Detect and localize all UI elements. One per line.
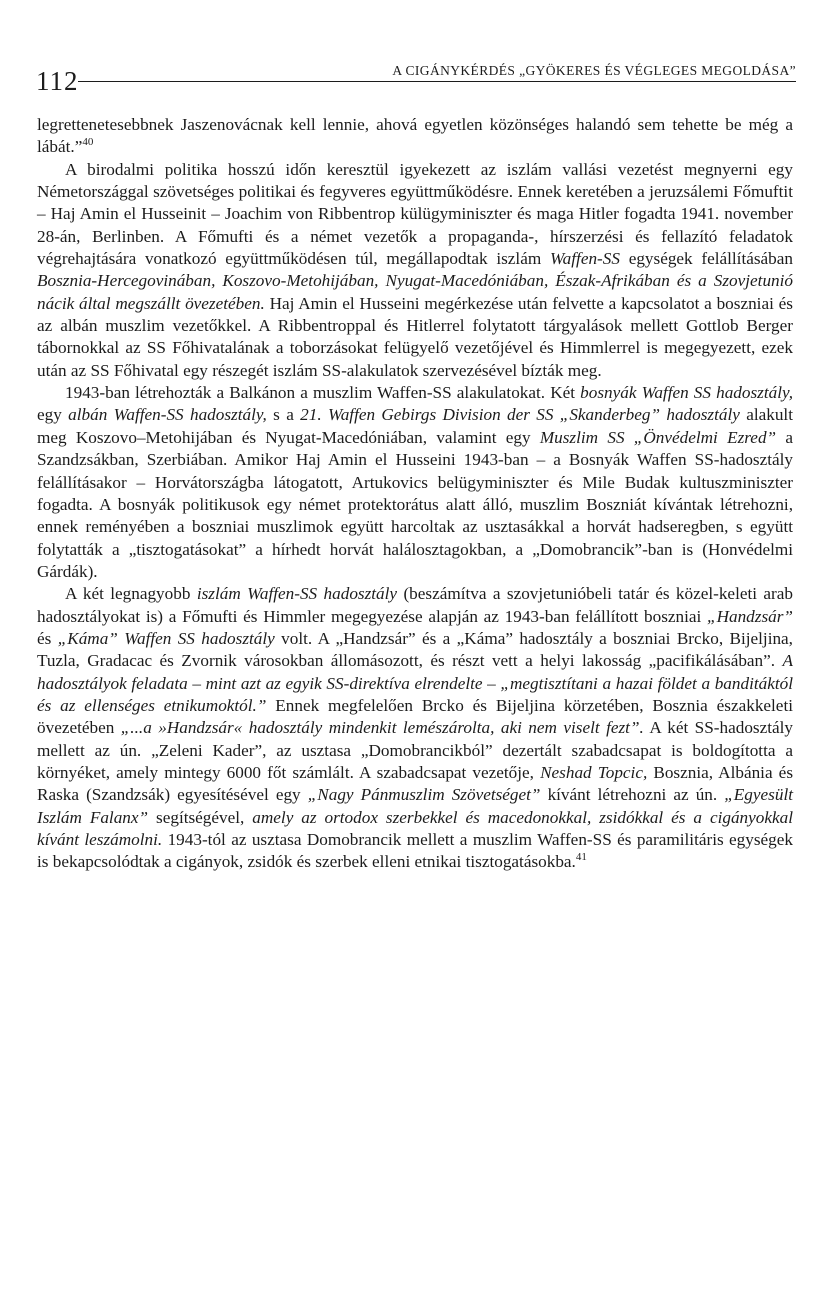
paragraph (37, 114, 793, 159)
text-run: legrettenetesebbnek Jaszenovácnak kell lennie, ahová egyetlen közönséges halandó sem tehette be még a lábát.” (37, 115, 793, 157)
italic-text: „Káma” Waffen SS hadosztály (57, 628, 275, 648)
italic-text: iszlám Waffen-SS hadosztály (196, 584, 398, 604)
italic-text: „Handzsár” (707, 606, 793, 626)
italic-text: bosnyák Waffen SS hadosztály, (580, 383, 793, 403)
text-run: a Szandzsákban, Szerbiában. Amikor Haj Amin el Husseini 1943-ban – a Bosnyák Waffen SS-hadosztály felállításakor – Horvátországba látogatott, Artukovics belügyminiszter és Mile Budak kultuszminiszter fogadta. A bosnyák politikusok egy német protektorátus alatt álló, muszlim Boszniát kívántak létrehozni, ennek reményében a boszniai muszlimok együtt harcoltak az usztasákkal a horvát hadseregben, s együtt folytatták a „tisztogatásokat” a hírhedt horvát halálosztagokban, a „Domobrancik”-ban is (Honvédelmi Gárdák). (37, 427, 793, 581)
text-run: (beszámítva a szovjetunióbeli tatár és közel-keleti arab hadosztályokat is) a Főmufti és Himmler megegyezése alapján az 1943-ban felállított boszniai (37, 584, 793, 626)
text-run: A két legnagyobb (65, 584, 197, 604)
paragraph (37, 159, 793, 382)
italic-text: albán Waffen-SS hadosztály, (68, 405, 267, 425)
footnote-ref: 41 (575, 851, 587, 864)
italic-text: „Nagy Pánmuszlim Szövetséget” (307, 785, 541, 805)
text-run: segítségével, (148, 807, 253, 827)
text-run: s a (266, 405, 301, 425)
text-run: 1943-tól az usztasa Domobrancik mellett a muszlim Waffen-SS és paramilitáris egységek is bekapcsolódtak a cigányok, zsidók és szerbek elleni etnikai tisztogatásokba. (37, 830, 793, 872)
italic-text: Bosznia-Hercegovinában, Koszovo-Metohijában, Nyugat-Macedóniában, Észak-Afrikában és a Szovjetunió nácik által megszállt övezetében. (37, 271, 793, 313)
text-run: Bosznia, Albánia és Raska (Szandzsák) egyesítésével egy (37, 762, 794, 805)
paragraph (37, 382, 793, 583)
text-run: A birodalmi politika hosszú időn keresztül igyekezett az iszlám vallási vezetést megnyerni egy Németországgal szövetséges politikai és fegyveres együttműködésre. Ennek keretében a jeruzsálemi Főmuftit – Haj Amin el Husseinit – Joachim von Ribbentrop külügyminiszter és maga Hitler fogadta 1941. november 28-án, Berlinben. A Főmufti és a német vezetők a propaganda-, hírszerzési és fellazító feladatok végrehajtására vonatkozó együttműködésen túl, megállapodtak iszlám (37, 159, 793, 269)
italic-text: „Egyesült Iszlám Falanx” (37, 785, 793, 827)
header-rule (78, 81, 796, 82)
italic-text: A hadosztályok feladata – mint azt az egyik SS-direktíva elrendelte – „megtisztítani a hazai földet a banditáktól és az ellenséges etnikumoktól.” (37, 651, 793, 715)
text-run: Haj Amin el Husseini megérkezése után felvette a kapcsolatot a boszniai és az albán muszlim vezetőkkel. A Ribbentroppal és Hitlerrel folytatott tárgyalások mellett Gottlob Berger tábornokkal az SS Főhivatalának a toborzásokat felügyelő vezetőjével és Himmlerrel is megegyezett, ezek után az SS Főhivatal egy részegét iszlám SS-alakulatok szervezésével bízták meg. (37, 293, 793, 380)
italic-text: Waffen-SS (549, 249, 620, 269)
paragraph (37, 583, 793, 873)
italic-text: 21. Waffen Gebirgs Division der SS „Skanderbeg” hadosztály (300, 405, 740, 425)
page-header (36, 50, 796, 96)
text-run: egy (37, 405, 69, 425)
body-text (37, 114, 793, 874)
text-run: volt. A „Handzsár” és a „Káma” hadosztály a boszniai Brcko, Bijeljina, Tuzla, Gradacac és Zvornik városokban állomásozott, és részt vett a helyi lakosság „pacifikálásában”. (37, 628, 793, 671)
text-run: A két SS-hadosztály mellett az ún. „Zeleni Kader”, az usztasa „Domobrancikból” dezertált szabadcsapat is boldogította a környéket, amely mintegy 6000 főt számlált. A szabadcsapat vezetője, (37, 718, 794, 782)
text-run: egységek felállításában (619, 249, 793, 269)
text-run: és (37, 628, 58, 648)
text-run: alakult meg Koszovo–Metohijában és Nyugat-Macedóniában, valamint egy (37, 405, 793, 447)
text-run: kívánt létrehozni az ún. (540, 785, 725, 805)
italic-text: amely az ortodox szerbekkel és macedonokkal, zsidókkal és a cigányokkal kívánt leszámolni. (37, 807, 793, 849)
italic-text: Muszlim SS „Önvédelmi Ezred” (539, 427, 777, 447)
page-number: 112 (36, 66, 79, 96)
text-run: 1943-ban létrehozták a Balkánon a muszlim Waffen-SS alakulatokat. Két (65, 383, 581, 403)
italic-text: Neshad Topcic, (540, 762, 648, 782)
italic-text: „...a »Handzsár« hadosztály mindenkit lemészárolta, aki nem viselt fezt”. (120, 718, 644, 738)
text-run: Ennek megfelelően Brcko és Bijeljina körzetében, Bosznia északkeleti övezetében (37, 695, 793, 738)
footnote-ref: 40 (82, 136, 94, 149)
running-title: A CIGÁNYKÉRDÉS „GYÖKERES ÉS VÉGLEGES MEGOLDÁSA” (392, 63, 796, 78)
